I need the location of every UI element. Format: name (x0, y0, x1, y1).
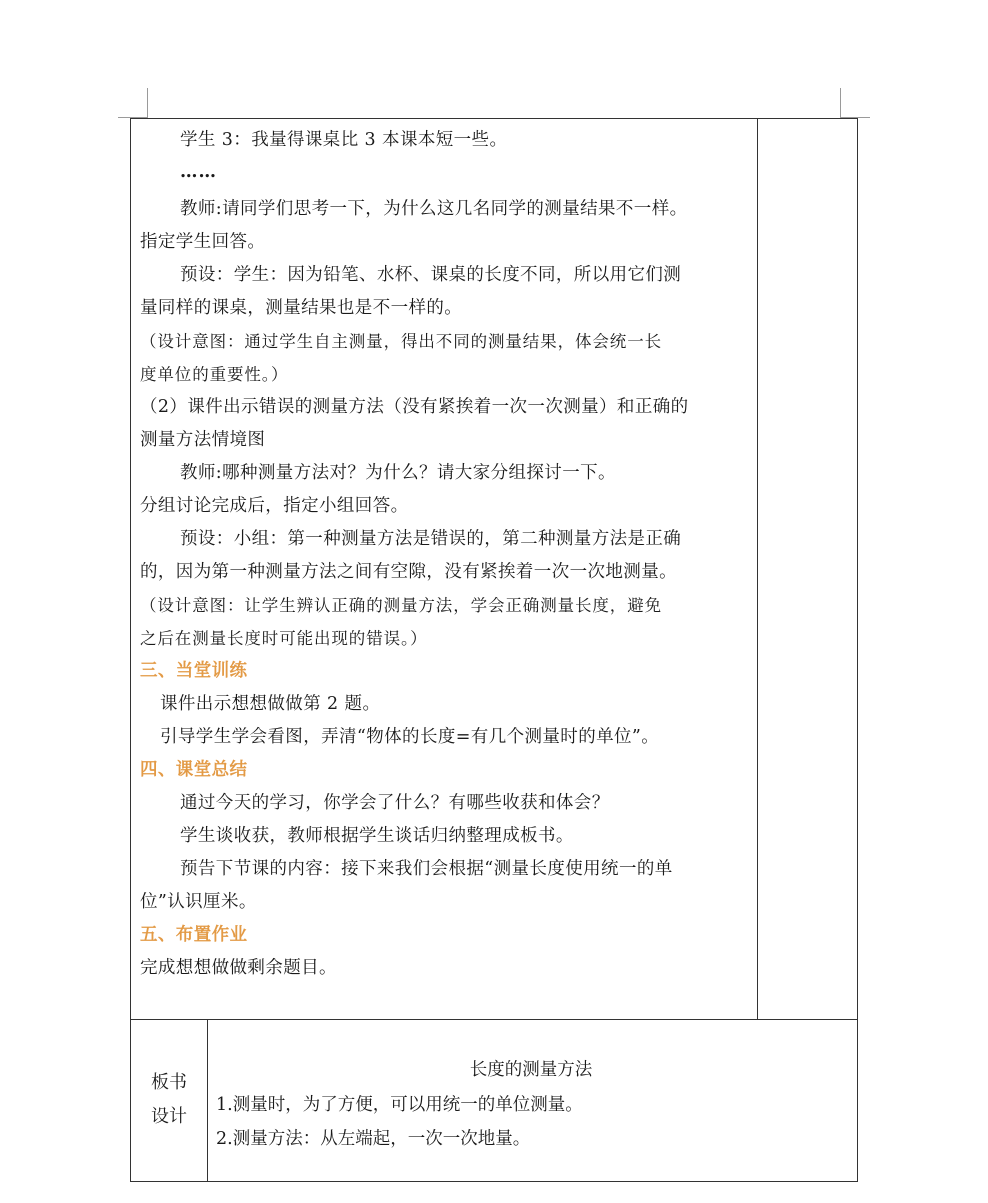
paragraph: 完成想想做做剩余题目。 (140, 958, 337, 978)
paragraph: 量同样的课桌，测量结果也是不一样的。 (140, 298, 463, 318)
paragraph: 指定学生回答。 (140, 232, 266, 252)
label-line: 板书 (151, 1072, 187, 1093)
paragraph: 预告下节课的内容：接下来我们会根据“测量长度使用统一的单 (180, 859, 673, 879)
design-note: （设计意图：让学生辨认正确的测量方法，学会正确测量长度，避免 (140, 596, 662, 615)
board-item: 2.测量方法：从左端起，一次一次地量。 (216, 1129, 531, 1149)
crop-mark (147, 88, 148, 118)
table-column-divider (757, 118, 758, 1020)
paragraph: 引导学生学会看图，弄清“物体的长度=有几个测量时的单位”。 (160, 727, 660, 747)
section-heading: 三、当堂训练 (140, 661, 248, 681)
paragraph: 位”认识厘米。 (140, 892, 257, 912)
paragraph: 预设：小组：第一种测量方法是错误的，第二种测量方法是正确 (180, 529, 682, 549)
board-design (216, 1052, 846, 1156)
paragraph: 的，因为第一种测量方法之间有空隙，没有紧挨着一次一次地测量。 (140, 562, 677, 582)
board-design-label (130, 1020, 208, 1180)
paragraph: 分组讨论完成后，指定小组回答。 (140, 496, 409, 516)
paragraph: （2）课件出示错误的测量方法（没有紧挨着一次一次测量）和正确的 (140, 397, 689, 417)
lesson-content (140, 124, 752, 985)
paragraph: 课件出示想想做做第 2 题。 (160, 694, 381, 714)
paragraph: 通过今天的学习，你学会了什么？有哪些收获和体会？ (180, 793, 610, 813)
table-row-divider (130, 1019, 858, 1020)
section-heading: 四、课堂总结 (140, 760, 248, 780)
crop-mark (840, 88, 841, 118)
section-heading: 五、布置作业 (140, 925, 248, 945)
paragraph: 教师:请同学们思考一下，为什么这几名同学的测量结果不一样。 (180, 199, 688, 219)
board-title: 长度的测量方法 (469, 1060, 593, 1080)
design-note: 之后在测量长度时可能出现的错误。） (140, 629, 428, 648)
paragraph: 学生 3：我量得课桌比 3 本课本短一些。 (180, 130, 508, 150)
paragraph: 预设：学生：因为铅笔、水杯、课桌的长度不同，所以用它们测 (180, 265, 682, 285)
paragraph: 教师:哪种测量方法对？为什么？请大家分组探讨一下。 (180, 463, 616, 483)
ellipsis: …… (180, 162, 217, 182)
design-note: 度单位的重要性。） (140, 365, 289, 384)
design-note: （设计意图：通过学生自主测量，得出不同的测量结果，体会统一长 (140, 332, 662, 351)
paragraph: 测量方法情境图 (140, 430, 266, 450)
paragraph: 学生谈收获，教师根据学生谈话归纳整理成板书。 (180, 826, 574, 846)
board-item: 1.测量时，为了方便，可以用统一的单位测量。 (216, 1095, 583, 1115)
label-line: 设计 (151, 1106, 187, 1127)
